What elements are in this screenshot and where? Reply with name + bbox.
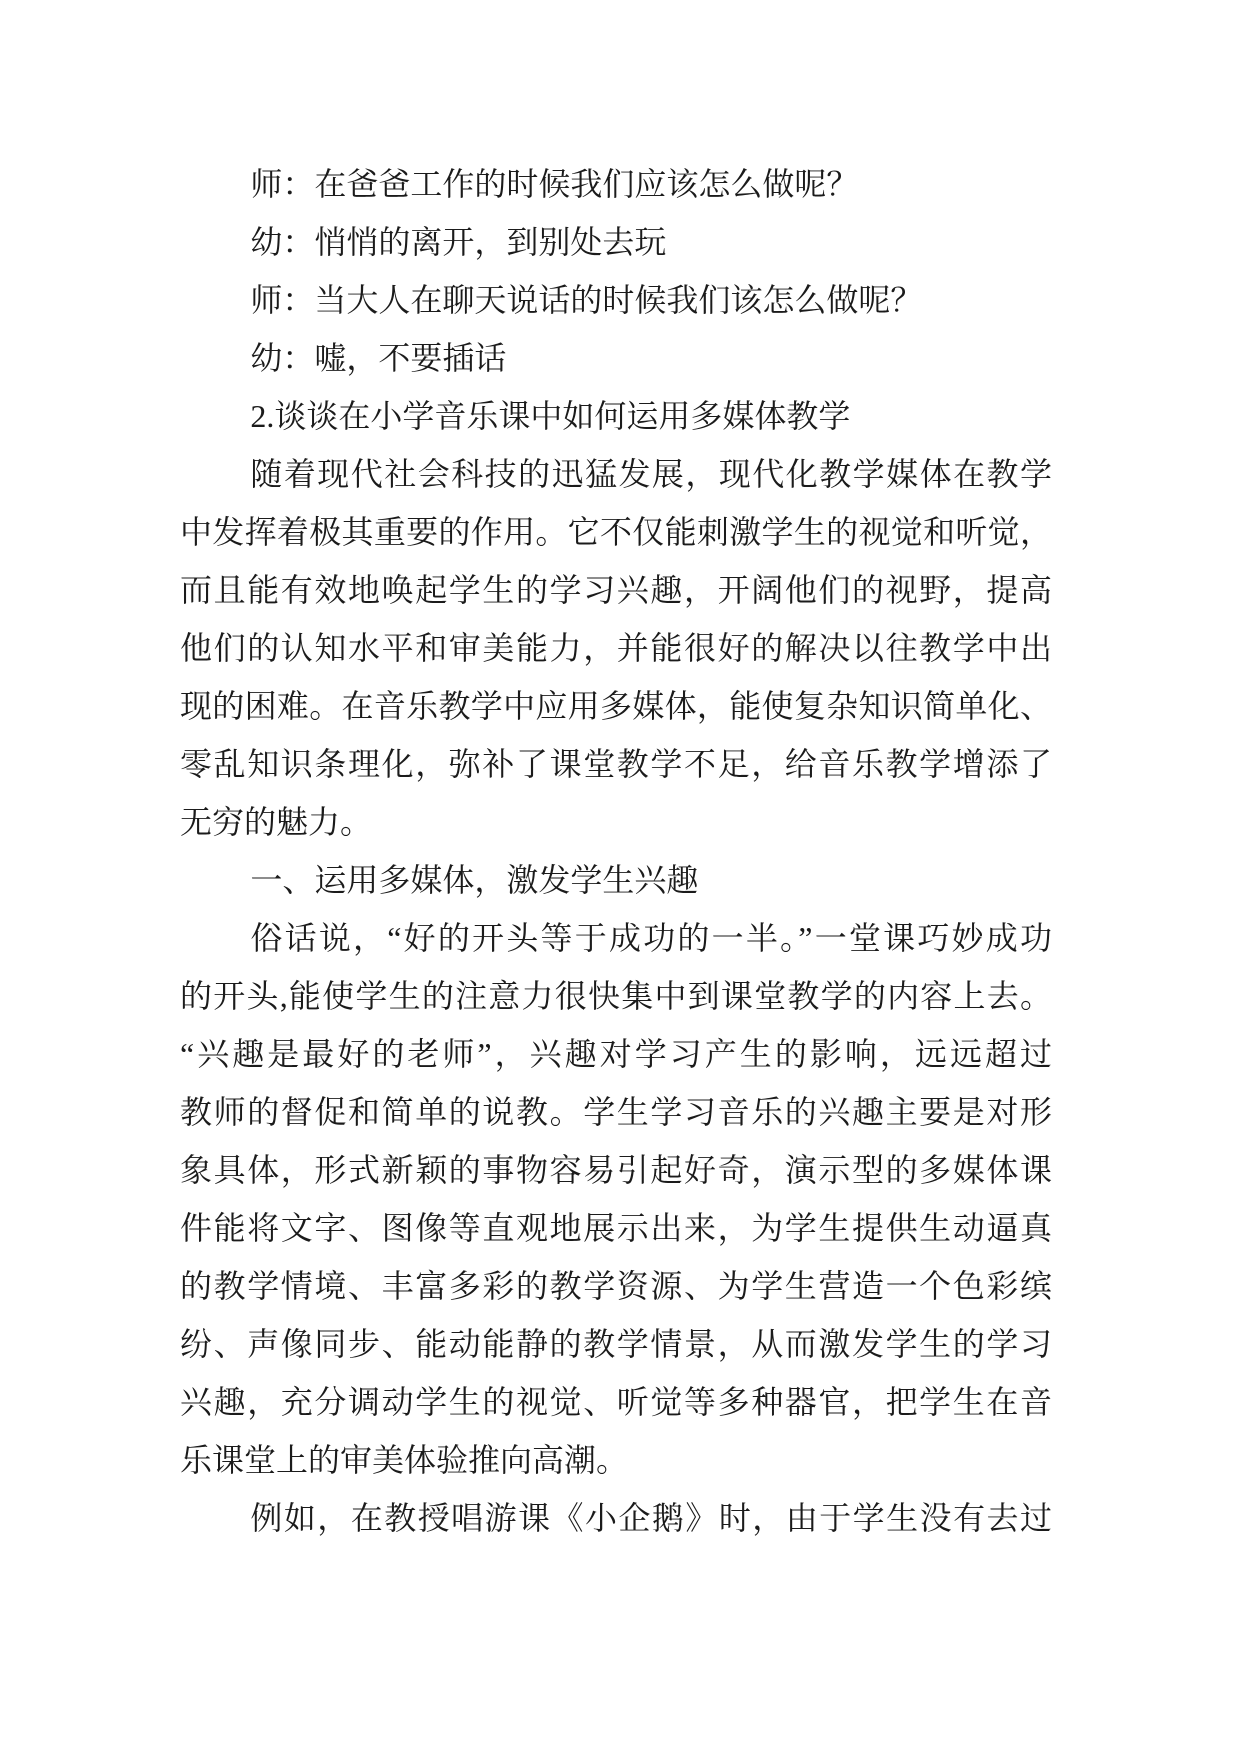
document-body <box>180 155 1052 1547</box>
question-2-heading: 2.谈谈在小学音乐课中如何运用多媒体教学 <box>250 398 851 434</box>
paragraph-2-line: 俗话说，“好的开头等于成功的一半。”一堂课巧妙成功 <box>250 920 1052 956</box>
paragraph-2-line: 乐课堂上的审美体验推向高潮。 <box>180 1442 629 1478</box>
dialogue-line-teacher-2: 师：当大人在聊天说话的时候我们该怎么做呢？ <box>250 282 923 318</box>
dialogue-line-teacher-1: 师：在爸爸工作的时候我们应该怎么做呢？ <box>250 166 859 202</box>
paragraph-1-line: 而且能有效地唤起学生的学习兴趣，开阔他们的视野，提高 <box>180 572 1052 608</box>
paragraph-1-line: 他们的认知水平和审美能力，并能很好的解决以往教学中出 <box>180 630 1052 666</box>
paragraph-2-line: “兴趣是最好的老师”，兴趣对学习产生的影响，远远超过 <box>180 1036 1052 1072</box>
dialogue-line-child-1: 幼：悄悄的离开，到别处去玩 <box>250 224 667 260</box>
paragraph-2-line: 件能将文字、图像等直观地展示出来，为学生提供生动逼真 <box>180 1210 1052 1246</box>
paragraph-1-line: 无穷的魅力。 <box>180 804 373 840</box>
paragraph-2-line: 教师的督促和简单的说教。学生学习音乐的兴趣主要是对形 <box>180 1094 1052 1130</box>
paragraph-2-line: 纷、声像同步、能动能静的教学情景，从而激发学生的学习 <box>180 1326 1052 1362</box>
paragraph-2-line: 的开头,能使学生的注意力很快集中到课堂教学的内容上去。 <box>180 978 1052 1014</box>
paragraph-2-line: 象具体，形式新颖的事物容易引起好奇，演示型的多媒体课 <box>180 1152 1052 1188</box>
section-1-heading: 一、运用多媒体，激发学生兴趣 <box>250 862 699 898</box>
paragraph-3-line: 例如，在教授唱游课《小企鹅》时，由于学生没有去过 <box>250 1500 1052 1536</box>
paragraph-1-line: 现的困难。在音乐教学中应用多媒体，能使复杂知识简单化、 <box>180 688 1052 724</box>
paragraph-2-line: 的教学情境、丰富多彩的教学资源、为学生营造一个色彩缤 <box>180 1268 1052 1304</box>
paragraph-2-line: 兴趣，充分调动学生的视觉、听觉等多种器官，把学生在音 <box>180 1384 1052 1420</box>
dialogue-line-child-2: 幼：嘘，不要插话 <box>250 340 507 376</box>
paragraph-1-line: 随着现代社会科技的迅猛发展，现代化教学媒体在教学 <box>250 456 1052 492</box>
paragraph-1-line: 中发挥着极其重要的作用。它不仅能刺激学生的视觉和听觉， <box>180 514 1052 550</box>
paragraph-1-line: 零乱知识条理化，弥补了课堂教学不足，给音乐教学增添了 <box>180 746 1052 782</box>
